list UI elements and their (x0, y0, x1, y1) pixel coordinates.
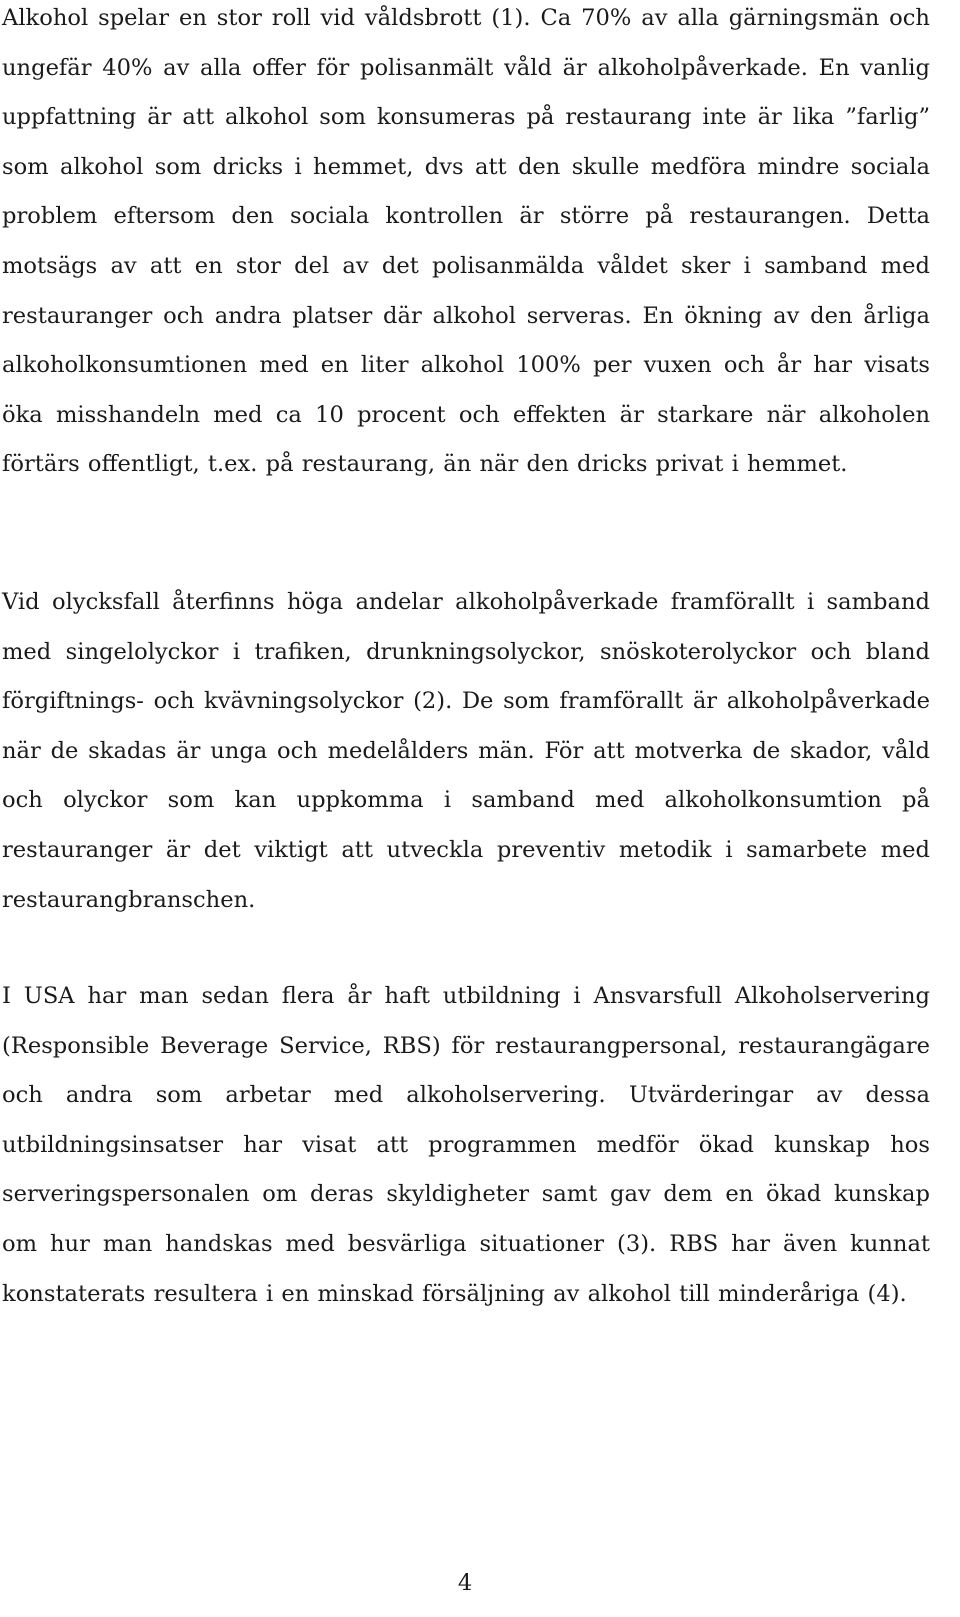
page-number: 4 (457, 1570, 473, 1596)
paragraph-accidents: Vid olycksfall återfinns höga andelar alkoholpåverkade framförallt i samband med singelolyckor i trafiken, drunkningsolyckor, snöskoterolyckor och bland förgiftnings- och kvävningsolyckor (2). De som framförallt är alkoholpåverkade när de skadas är unga och medelålders män. För att motverka de skador, våld och olyckor som kan uppkomma i samband med alkoholkonsumtion på restauranger är det viktigt att utveckla preventiv metodik i samarbete med restaurangbranschen. (2, 589, 930, 913)
paragraph-violence: Alkohol spelar en stor roll vid våldsbrott (1). Ca 70% av alla gärningsmän och ungefär 40% av alla offer för polisanmält våld är alkoholpåverkade. En vanlig uppfattning är att alkohol som konsumeras på restaurang inte är lika ”farlig” som alkohol som dricks i hemmet, dvs att den skulle medföra mindre sociala problem eftersom den sociala kontrollen är större på restaurangen. Detta motsägs av att en stor del av det polisanmälda våldet sker i samband med restauranger och andra platser där alkohol serveras. En ökning av den årliga alkoholkonsumtionen med en liter alkohol 100% per vuxen och år har visats öka misshandeln med ca 10 procent och effekten är starkare när alkoholen förtärs offentligt, t.ex. på restaurang, än när den dricks privat i hemmet. (2, 5, 930, 478)
paragraph-rbs: I USA har man sedan flera år haft utbildning i Ansvarsfull Alkoholservering (Responsible Beverage Service, RBS) för restaurangpersonal, restaurangägare och andra som arbetar med alkoholservering. Utvärderingar av dessa utbildningsinsatser har visat att programmen medför ökad kunskap hos serveringspersonalen om deras skyldigheter samt gav dem en ökad kunskap om hur man handskas med besvärliga situationer (3). RBS har även kunnat konstaterats resultera i en minskad försäljning av alkohol till minderåriga (4). (2, 983, 930, 1307)
